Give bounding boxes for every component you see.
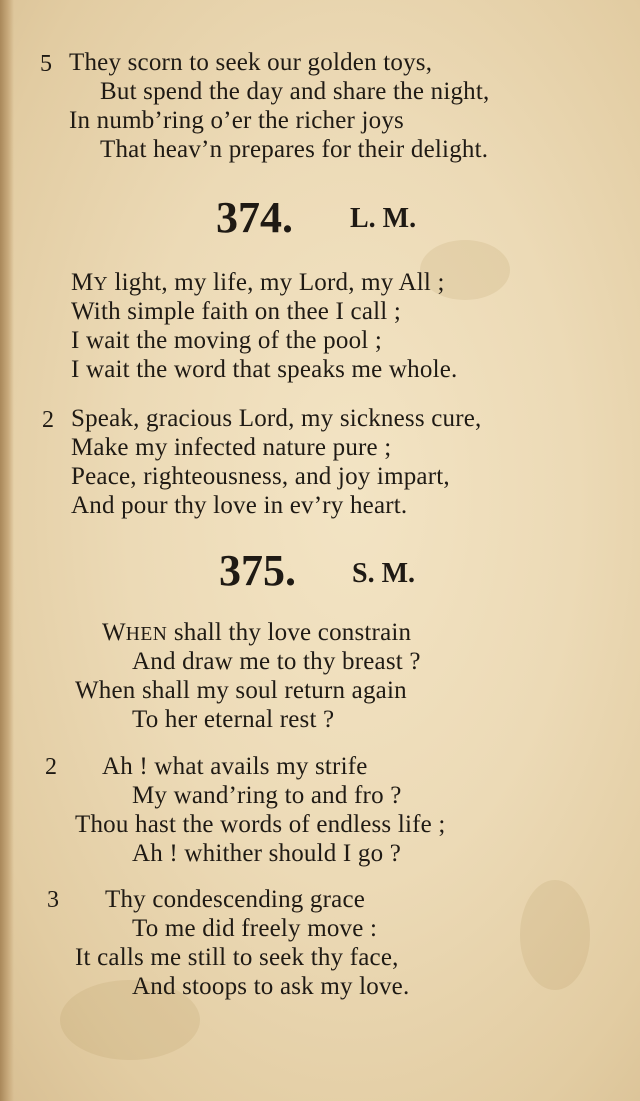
verse-line: But spend the day and share the night, — [100, 78, 490, 105]
verse-line: Speak, gracious Lord, my sickness cure, — [71, 405, 482, 432]
verse-line: Peace, righteousness, and joy impart, — [71, 463, 450, 490]
verse-line: In numb’ring o’er the richer joys — [69, 107, 404, 134]
hymn-number: 374. — [216, 193, 293, 242]
drop-cap: W — [102, 619, 126, 646]
verse-line: It calls me still to seek thy face, — [75, 944, 399, 971]
verse-line-rest: shall thy love constrain — [167, 619, 412, 646]
paper-stain — [520, 880, 590, 990]
verse-line: They scorn to seek our golden toys, — [69, 49, 433, 76]
drop-cap: M — [71, 269, 94, 296]
verse-number: 2 — [42, 407, 54, 433]
verse-line: Ah ! what avails my strife — [102, 753, 368, 780]
verse-line: To me did freely move : — [132, 915, 378, 942]
verse-line: Thou hast the words of endless life ; — [75, 811, 446, 838]
verse-line: With simple faith on thee I call ; — [71, 298, 402, 325]
verse-line — [102, 618, 411, 650]
verse-line: My wand’ring to and fro ? — [132, 782, 402, 809]
verse-line: That heav’n prepares for their delight. — [100, 136, 489, 163]
hymn-number: 375. — [219, 546, 296, 595]
verse-line: Thy condescending grace — [105, 886, 366, 913]
verse-line: And draw me to thy breast ? — [132, 648, 421, 675]
verse-number: 3 — [47, 887, 59, 913]
verse-line: I wait the word that speaks me whole. — [71, 356, 458, 383]
verse-line: To her eternal rest ? — [132, 706, 335, 733]
hymn-meter: L. M. — [350, 203, 417, 234]
verse-line — [71, 268, 445, 300]
verse-line: Make my infected nature pure ; — [71, 434, 392, 461]
verse-line: When shall my soul return again — [75, 677, 407, 704]
small-caps: Y — [93, 274, 109, 295]
small-caps: HEN — [125, 624, 168, 645]
hymn-meter: S. M. — [352, 558, 415, 589]
verse-number: 5 — [40, 51, 52, 77]
verse-line: I wait the moving of the pool ; — [71, 327, 383, 354]
verse-number: 2 — [45, 754, 57, 780]
page-spine-shadow — [0, 0, 14, 1101]
verse-line: Ah ! whither should I go ? — [132, 840, 402, 867]
verse-line: And pour thy love in ev’ry heart. — [71, 492, 408, 519]
verse-line-rest: light, my life, my Lord, my All ; — [108, 269, 445, 296]
verse-line: And stoops to ask my love. — [132, 973, 410, 1000]
